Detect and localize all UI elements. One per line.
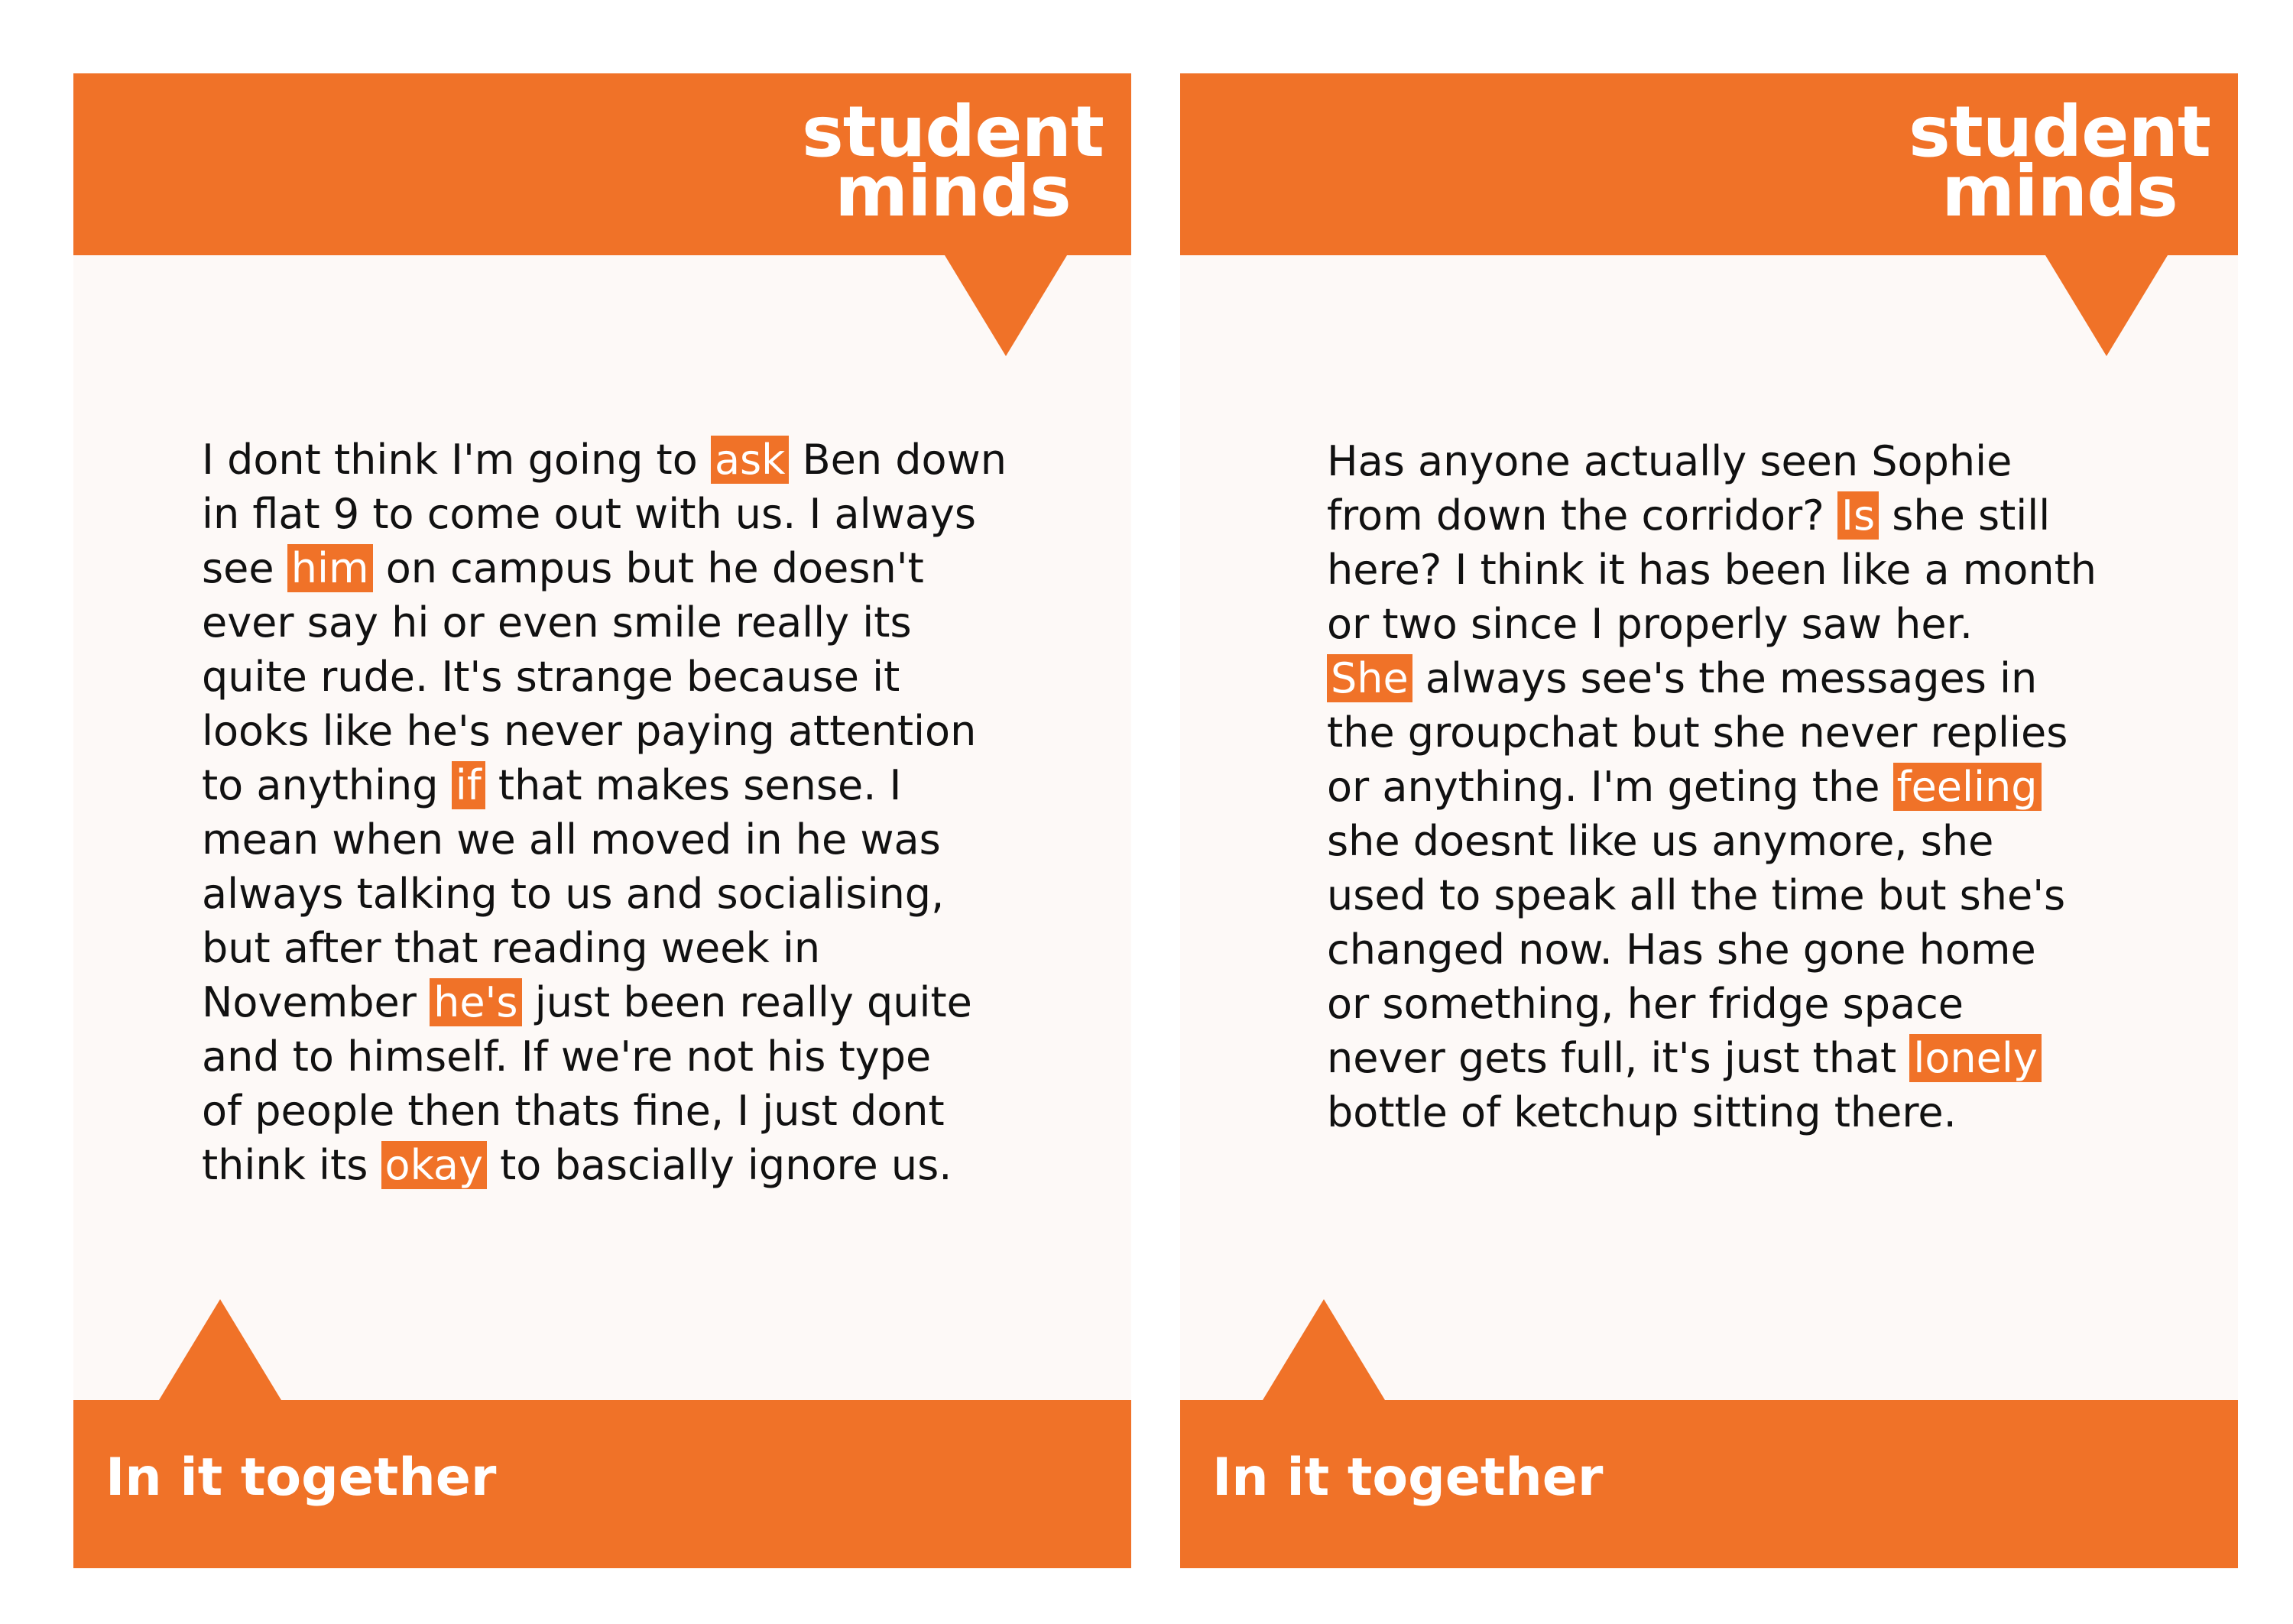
text-line [202, 487, 1007, 541]
text-segment: changed now. Has she gone home [1327, 925, 2036, 974]
text-segment: Ben down [789, 436, 1007, 484]
text-line [202, 812, 1007, 867]
text-line [202, 433, 1007, 487]
text-line [1327, 814, 2097, 868]
highlighted-word: Is [1837, 491, 1879, 540]
text-line [1327, 760, 2097, 814]
logo-line: minds [835, 151, 1071, 232]
text-segment: November [202, 978, 430, 1026]
text-segment: and to himself. If we're not his type [202, 1032, 932, 1081]
speech-pointer-up [159, 1299, 281, 1400]
text-segment: or two since I properly saw her. [1327, 600, 1974, 648]
speech-pointer-up [1263, 1299, 1385, 1400]
text-segment: mean when we all moved in he was [202, 815, 941, 864]
student-minds-logo [1909, 91, 2210, 232]
text-line [202, 541, 1007, 595]
text-segment: just been really quite [521, 978, 972, 1026]
speech-pointer-down [2045, 255, 2168, 356]
text-segment: from down the corridor? [1327, 491, 1838, 540]
text-line [1327, 1085, 2097, 1139]
text-segment: of people then thats fine, I just dont [202, 1087, 945, 1135]
highlighted-word: ask [711, 436, 790, 484]
text-segment: always talking to us and socialising, [202, 870, 945, 918]
text-segment: that makes sense. I [485, 761, 902, 809]
student-minds-logo [802, 91, 1104, 232]
text-segment: looks like he's never paying attention [202, 707, 977, 755]
text-segment: never gets full, it's just that [1327, 1034, 1910, 1082]
text-segment: on campus but he doesn't [372, 544, 924, 592]
text-segment: quite rude. It's strange because it [202, 653, 900, 701]
card-body-text [202, 433, 1007, 1192]
text-line [1327, 1031, 2097, 1085]
text-line [202, 650, 1007, 704]
speech-pointer-down [945, 255, 1067, 356]
text-segment: ever say hi or even smile really its [202, 598, 912, 647]
highlighted-word: he's [430, 978, 521, 1026]
text-segment: the groupchat but she never replies [1327, 708, 2068, 757]
text-line [202, 1029, 1007, 1084]
text-segment: see [202, 544, 287, 592]
card-footer [73, 1400, 1131, 1568]
text-line [1327, 922, 2097, 977]
logo-line: minds [1941, 151, 2178, 232]
info-card-left [73, 73, 1131, 1568]
text-segment: Has anyone actually seen Sophie [1327, 437, 2012, 485]
text-line [1327, 651, 2097, 705]
highlighted-word: feeling [1893, 763, 2042, 811]
card-header [73, 73, 1131, 255]
text-segment: or something, her fridge space [1327, 980, 1964, 1028]
text-line [202, 758, 1007, 812]
text-segment: bottle of ketchup sitting there. [1327, 1088, 1957, 1136]
text-line [1327, 977, 2097, 1031]
text-line [202, 975, 1007, 1029]
text-segment: to anything [202, 761, 452, 809]
text-line [202, 1138, 1007, 1192]
highlighted-word: okay [381, 1141, 487, 1189]
footer-tagline: In it together [105, 1447, 497, 1508]
text-line [202, 704, 1007, 758]
text-line [1327, 488, 2097, 543]
text-segment: I dont think I'm going to [202, 436, 711, 484]
text-segment: used to speak all the time but she's [1327, 871, 2066, 919]
text-segment: always see's the messages in [1412, 654, 2038, 702]
highlighted-word: She [1327, 654, 1412, 702]
text-line [202, 595, 1007, 650]
highlighted-word: lonely [1909, 1034, 2041, 1082]
text-line [202, 1084, 1007, 1138]
text-line [1327, 434, 2097, 488]
text-segment: think its [202, 1141, 381, 1189]
card-body-text [1327, 434, 2097, 1139]
footer-tagline: In it together [1212, 1447, 1604, 1508]
text-segment: here? I think it has been like a month [1327, 546, 2097, 594]
info-card-right [1180, 73, 2238, 1568]
text-segment: to bascially ignore us. [486, 1141, 952, 1189]
logo-line: student [1909, 91, 2210, 173]
text-line [1327, 868, 2097, 922]
highlighted-word: if [452, 761, 485, 809]
text-line [202, 867, 1007, 921]
text-segment: in flat 9 to come out with us. I always [202, 490, 977, 538]
highlighted-word: him [287, 544, 373, 592]
text-line [1327, 543, 2097, 597]
text-segment: she still [1879, 491, 2051, 540]
text-line [1327, 597, 2097, 651]
text-line [202, 921, 1007, 975]
card-header [1180, 73, 2238, 255]
text-segment: but after that reading week in [202, 924, 821, 972]
text-segment: or anything. I'm geting the [1327, 763, 1893, 811]
logo-line: student [802, 91, 1104, 173]
text-line [1327, 705, 2097, 760]
text-segment: she doesnt like us anymore, she [1327, 817, 1994, 865]
card-footer [1180, 1400, 2238, 1568]
